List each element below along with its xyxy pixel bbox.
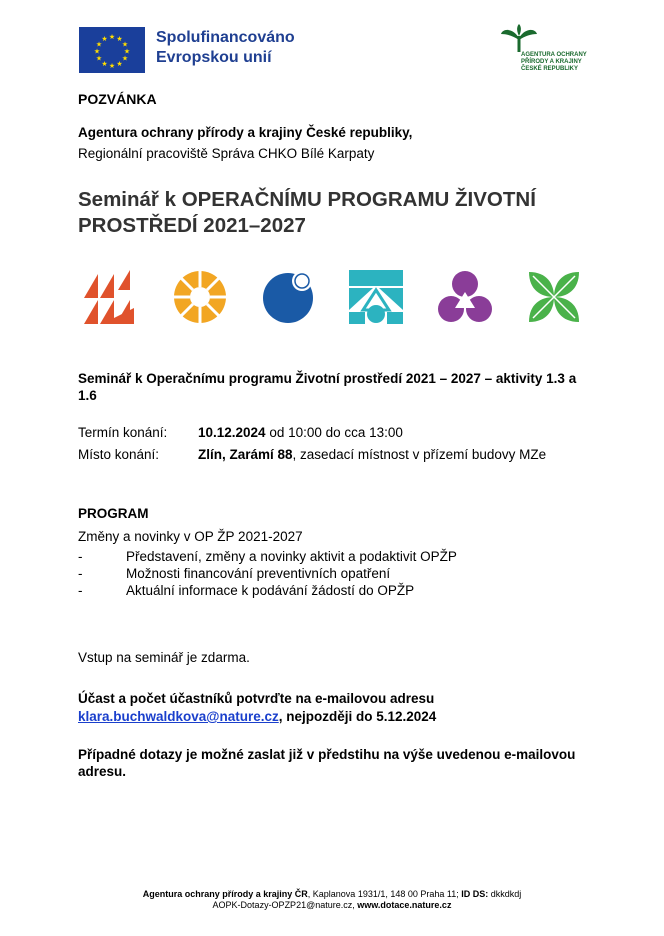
svg-text:★: ★ — [108, 33, 116, 41]
program-icons-row — [84, 270, 584, 326]
svg-text:★: ★ — [95, 54, 103, 63]
email-link[interactable]: klara.buchwaldkova@nature.cz — [78, 709, 279, 724]
teal-shapes-icon — [349, 270, 403, 324]
purple-circles-icon — [438, 270, 492, 324]
svg-text:★: ★ — [123, 47, 131, 56]
blue-circle-icon — [261, 270, 315, 324]
date-value: 10.12.2024 od 10:00 do cca 13:00 — [198, 425, 403, 440]
footer — [0, 889, 664, 911]
place-label: Místo konání: — [78, 447, 160, 462]
svg-text:★: ★ — [95, 40, 103, 49]
place-value: Zlín, Zarámí 88, zasedací místnost v přízemí budovy MZe — [198, 447, 547, 462]
svg-text:★: ★ — [121, 54, 129, 63]
footer-line-1: Agentura ochrany přírody a krajiny ČR, Kaplanova 1931/1, 148 00 Praha 11; ID DS: dkkdkdj — [142, 889, 522, 899]
eu-flag-icon — [79, 27, 145, 73]
svg-text:★: ★ — [108, 62, 116, 70]
aopk-logo — [496, 24, 588, 80]
seminar-title: Seminář k Operačnímu programu Životní prostředí 2021 – 2027 – aktivity 1.3 a 1.6 — [78, 371, 577, 403]
org-line-1: Agentura ochrany přírody a krajiny České republiky, — [78, 125, 413, 140]
green-leaves-icon — [527, 270, 581, 324]
eu-cofinanced-label: Spolufinancováno Evropskou unií — [156, 29, 295, 66]
program-intro: Změny a novinky v OP ŽP 2021-2027 — [78, 529, 303, 544]
svg-text:★: ★ — [116, 35, 123, 43]
questions-note: Případné dotazy je možné zaslat již v předstihu na výše uvedenou e-mailovou adresu. — [78, 747, 576, 779]
aopk-logo-text: AGENTURA OCHRANY PŘÍRODY A KRAJINY ČESKÉ REPUBLIKY — [521, 52, 587, 72]
svg-text:★: ★ — [101, 35, 108, 43]
date-label: Termín konání: — [78, 425, 168, 440]
svg-text:★: ★ — [101, 60, 108, 68]
confirm-line: Účast a počet účastníků potvrďte na e-mailovou adresu — [78, 691, 435, 706]
page-title: Seminář k OPERAČNÍMU PROGRAMU ŽIVOTNÍ PROSTŘEDÍ 2021–2027 — [78, 188, 536, 237]
program-heading: PROGRAM — [78, 506, 149, 521]
svg-text:★: ★ — [93, 47, 101, 56]
svg-text:★: ★ — [116, 60, 123, 68]
orange-triangles-icon — [84, 270, 136, 324]
free-entry-note: Vstup na seminář je zdarma. — [78, 650, 250, 665]
org-line-2: Regionální pracoviště Správa CHKO Bílé Karpaty — [78, 146, 375, 161]
invite-label: POZVÁNKA — [78, 91, 157, 107]
svg-text:★: ★ — [121, 40, 129, 49]
footer-line-2: AOPK-Dotazy-OPZP21@nature.cz, www.dotace.nature.cz — [212, 900, 452, 910]
yellow-sun-icon — [173, 270, 227, 324]
confirm-email-line: klara.buchwaldkova@nature.cz, nejpozději do 5.12.2024 — [78, 709, 437, 724]
